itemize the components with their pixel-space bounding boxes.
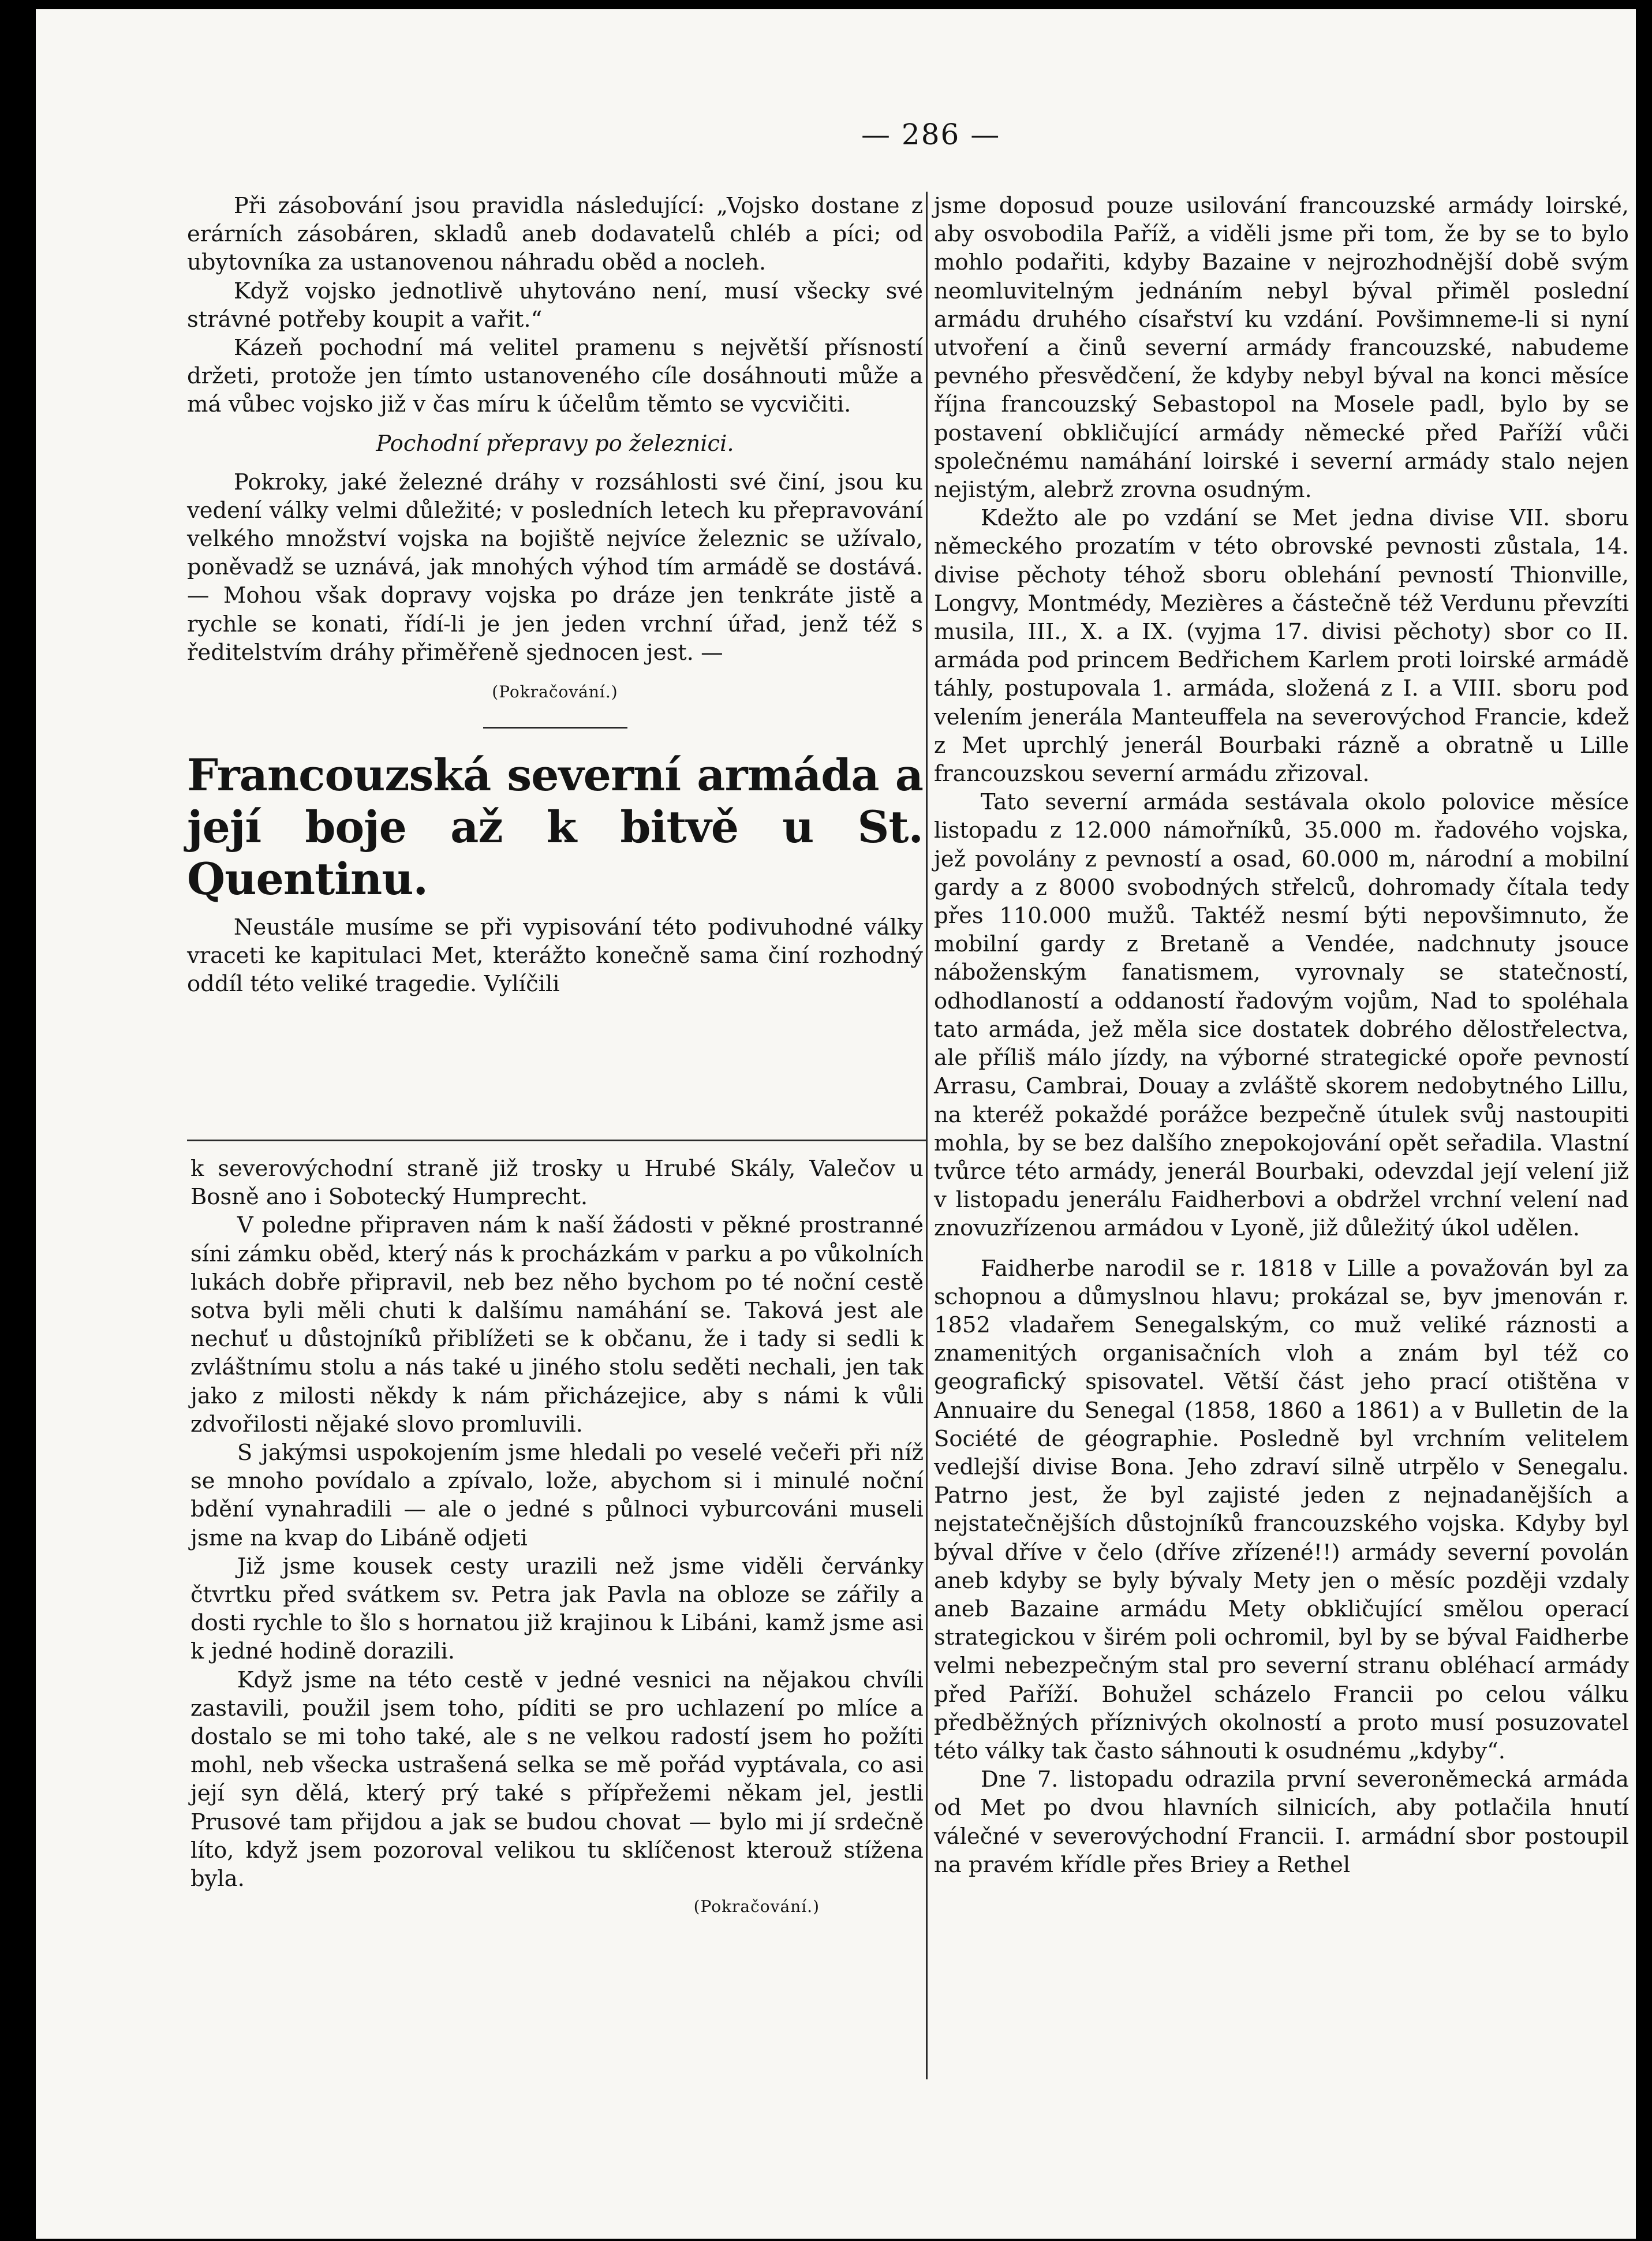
paragraph: k severovýchodní straně již trosky u Hrubé Skály, Valečov u Bosně ano i Sobotecký Humprecht. xyxy=(190,1156,924,1211)
left-column xyxy=(187,192,923,999)
paragraph: V poledne připraven nám k naší žádosti v pěkné prostranné síni zámku oběd, který nás k procházkám v parku a po vůkolních lukách dobře připravil, neb bez něho bychom po té noční cestě sotva byli měli chuti k dalšímu namáhání se. Taková jest ale nechuť u důstojníků přiblížeti se k občanu, že i tady si sedli k zvláštnímu stolu a nás také u jiného stolu seděti nechali, jen tak jako z milosti někdy k nám přicházejice, aby s námi k vůli zdvořilosti nějaké slovo promluvili. xyxy=(190,1212,924,1437)
horizontal-rule xyxy=(187,1140,926,1141)
page-number: — 286 — xyxy=(861,118,1001,151)
paragraph: Dne 7. listopadu odrazila první severoněmecká armáda od Met po dvou hlavních silnicích, aby potlačila hnutí válečné v severovýchodní Francii. I. armádní sbor postoupil na pravém křídle přes Briey a Rethel xyxy=(934,1766,1629,1878)
paragraph: Kdežto ale po vzdání se Met jedna divise VII. sboru německého prozatím v této obrovské pevnosti zůstala, 14. divise pěchoty téhož sboru oblehání pevností Thionville, Longvy, Montmédy, Mezières a částečně též Verdunu převzíti musila, III., X. a IX. (vyjma 17. divisi pěchoty) sbor co II. armáda pod princem Bedřichem Karlem proti loirské armádě táhly, postupovala 1. armáda, složená z I. a VIII. sboru pod velením jenerála Manteuffela na severovýchod Francie, kdež z Met uprchlý jenerál Bourbaki rázně a obratně u Lille francouzskou severní armádu zřizoval. xyxy=(934,505,1629,787)
paragraph: jsme doposud pouze usilování francouzské armády loirské, aby osvobodila Paříž, a viděli jsme při tom, že by se to bylo mohlo podařiti, kdyby Bazaine v nejrozhodnější době svým neomluvitelným jednáním nebyl býval přiměl poslední armádu druhého císařství ku vzdání. Povšimneme-li si nyní utvoření a činů severní armády francouzské, nabudeme pevného přesvědčení, že kdyby nebyl býval na konci měsíce října francouzský Sebastopol na Mosele padl, bylo by se postavení obkličující armády německé před Paříží vůči společnému namáhání loirské i severní armády stalo nejen nejistým, alebrž zrovna osudným. xyxy=(934,193,1629,503)
article-title: Francouzská severní armáda a její boje až k bitvě u St. Quentinu. xyxy=(187,749,923,905)
paragraph: Již jsme kousek cesty urazili než jsme viděli červánky čtvrtku před svátkem sv. Petra jak Pavla na obloze se zářily a dosti rychle to šlo s hornatou již krajinou k Libáni, kamž jsme asi k jedné hodině dorazili. xyxy=(190,1553,924,1665)
paragraph: Při zásobování jsou pravidla následující: „Vojsko dostane z erárních zásobáren, skladů aneb dodavatelů chléb a píci; od ubytovníka za ustanovenou náhradu oběd a nocleh. xyxy=(187,193,923,276)
article-intro: Neustále musíme se při vypisování této podivuhodné války vraceti ke kapitulaci Met, kterážto konečně sama činí rozhodný oddíl této veliké tragedie. Vylíčili xyxy=(187,914,923,998)
column-rule xyxy=(926,192,928,2079)
continued-note: (Pokračování.) xyxy=(492,682,618,702)
newspaper-page xyxy=(36,9,1636,2239)
right-column xyxy=(934,192,1629,1879)
section-divider xyxy=(483,727,627,729)
paragraph: Kázeň pochodní má velitel pramenu s největší přísností držeti, protože jen tímto ustanoveného cíle dosáhnouti může a má vůbec vojsko již v čas míru k účelům těmto se vycvičiti. xyxy=(187,335,923,418)
paragraph: Faidherbe narodil se r. 1818 v Lille a považován byl za schopnou a důmyslnou hlavu; prokázal se, byv jmenován r. 1852 vladařem Senegalským, co muž veliké ráznosti a znamenitých organisačních vloh a znám byl též co geografický spisovatel. Větší část jeho prací otištěna v Annuaire du Senegal (1858, 1860 a 1861) a v Bulletin de la Société de géographie. Posledně byl vrchním velitelem vedlejší divise Bona. Jeho zdraví silně utrpělo v Senegalu. Patrno jest, že byl zajisté jeden z nejnadanějších a nejstatečnějších důstojníků francouzského vojska. Kdyby byl býval dříve v čelo (dříve zřízené!!) armády severní povolán aneb kdyby se byly bývaly Mety jen o měsíc později vzdaly aneb Bazaine armádu Mety obkličující smělou operací strategickou v širém poli ochromil, byl by se býval Faidherbe velmi nebezpečným stal pro severní stranu obléhací armády před Paříží. Bohužel scházelo Francii po celou válku předběžných příznivých okolností a proto musí posuzovatel této války tak často sáhnouti k osudnému „kdyby“. xyxy=(934,1255,1629,1764)
paragraph: Tato severní armáda sestávala okolo polovice měsíce listopadu z 12.000 námořníků, 35.000 m. řadového vojska, jež povolány z pevností a osad, 60.000 m, národní a mobilní gardy a z 8000 svobodných střelců, dohromady čítala tedy přes 110.000 mužů. Taktéž nesmí býti nepovšimnuto, že mobilní gardy z Bretaně a Vendée, nadchnuty jsouce náboženským fanatismem, vyrovnaly se statečností, odhodlaností a oddaností řadovým vojům, Nad to spoléhala tato armáda, jež měla sice dostatek dobrého dělostřelectva, ale příliš málo jízdy, na výborné strategické opoře pevností Arrasu, Cambrai, Douay a zvláště skorem nedobytného Lillu, na kteréž pokaždé porážce bezpečně útulek svůj nastoupiti mohla, by se bez dalšího znepokojování opět seřadila. Vlastní tvůrce této armády, jenerál Bourbaki, odevzdal její velení již v listopadu jenerálu Faidherbovi a obdržel vrchní velení nad znovuzřízenou armádou v Lyoně, již důležitý úkol udělen. xyxy=(934,789,1629,1242)
continued-note: (Pokračování.) xyxy=(693,1897,820,1917)
paragraph: Pokroky, jaké železné dráhy v rozsáhlosti své činí, jsou ku vedení války velmi důležité; v posledních letech ku přepravování velkého množství vojska na bojiště nejvíce železnic se užívalo, poněvadž se uznává, jak mnohých výhod tím armádě se dostává. — Mohou však dopravy vojska po dráze jen tenkráte jistě a rychle se konati, řídí-li je jen jeden vrchní úřad, jenž též s ředitelstvím dráhy přiměřeně sjednocen jest. — xyxy=(187,469,923,666)
section-subheading: Pochodní přepravy po železnici. xyxy=(376,430,734,457)
paragraph: S jakýmsi uspokojením jsme hledali po veselé večeři při níž se mnoho povídalo a zpívalo, lože, abychom si i minulé noční bdění vynahradili — ale o jedné s půlnoci vyburcováni museli jsme na kvap do Libáně odjeti xyxy=(190,1440,924,1551)
bottom-left-column xyxy=(190,1155,924,1918)
paragraph: Když jsme na této cestě v jedné vesnici na nějakou chvíli zastavili, použil jsem toho, píditi se pro uchlazení po mlíce a dostalo se mi toho také, ale s ne velkou radostí jsem ho požíti mohl, neb všecka ustrašená selka se mě pořád vyptávala, co asi její syn dělá, který prý také s přípřežemi někam jel, jestli Prusové tam přijdou a jak se budou chovat — bylo mi jí srdečně líto, když jsem pozoroval velikou tu sklíčenost kterouž stížena byla. xyxy=(190,1667,924,1892)
paragraph: Když vojsko jednotlivě uhytováno není, musí všecky své strávné potřeby koupit a vařit.“ xyxy=(187,278,923,333)
